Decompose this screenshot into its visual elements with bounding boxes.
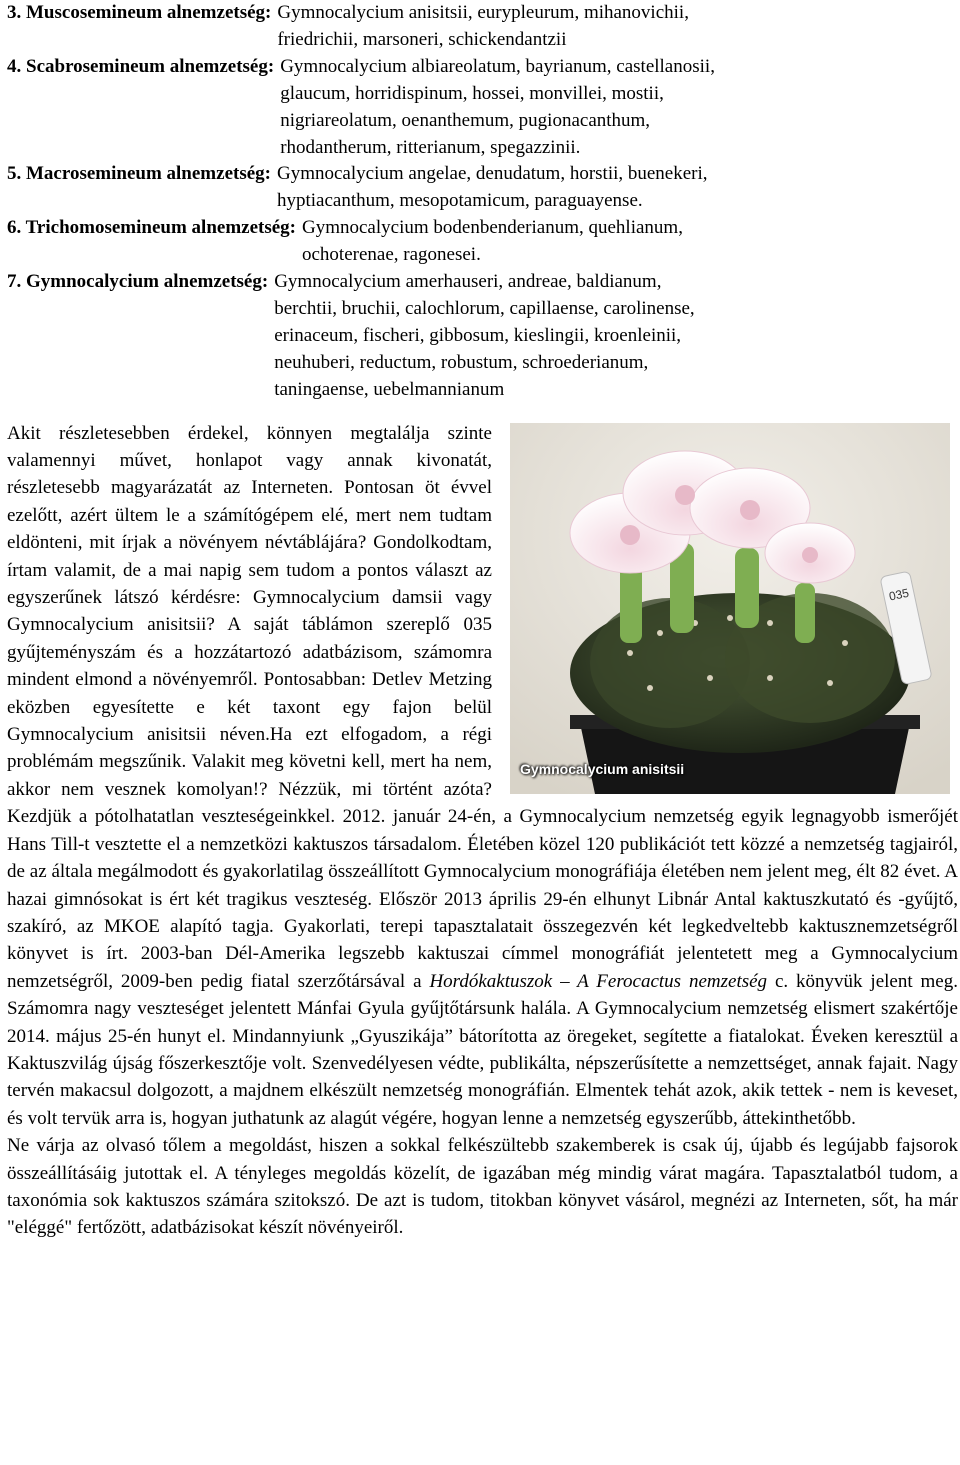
species-line: neuhuberi, reductum, robustum, schroederianum, — [274, 351, 649, 373]
species-line: nigriareolatum, oenanthemum, pugionacanthum, — [280, 109, 651, 131]
species-line: friedrichii, marsoneri, schickendantzii — [277, 28, 567, 50]
species-list — [274, 269, 958, 404]
species-line: Gymnocalycium bodenbenderianum, quehlianum, — [302, 217, 683, 239]
subgenus-entry — [7, 0, 958, 54]
species-line: berchtii, bruchii, calochlorum, capillaense, carolinense, — [274, 297, 695, 319]
species-line: Gymnocalycium albiareolatum, bayrianum, castellanosii, — [280, 55, 715, 77]
species-line: taningaense, uebelmannianum — [274, 378, 505, 400]
species-line: rhodantherum, ritterianum, spegazzinii. — [280, 136, 581, 158]
cactus-illustration — [510, 423, 950, 794]
species-list — [302, 215, 958, 269]
subgenus-heading: 6. Trichomosemineum alnemzetség: — [7, 217, 296, 239]
species-line: Gymnocalycium angelae, denudatum, horstii, buenekeri, — [277, 163, 708, 185]
photo-caption: Gymnocalycium anisitsii — [520, 761, 685, 778]
species-line: Gymnocalycium anisitsii, eurypleurum, mihanovichii, — [277, 2, 689, 23]
species-line: Gymnocalycium amerhauseri, andreae, baldianum, — [274, 271, 662, 293]
subgenus-heading: 5. Macrosemineum alnemzetség: — [7, 163, 271, 185]
species-line: glaucum, horridispinum, hossei, monvillei, mostii, — [280, 82, 664, 104]
book-title: Hordókaktuszok – A Ferocactus nemzetség — [429, 970, 768, 992]
tag-number: 035 — [887, 585, 911, 604]
species-line: ochoterenae, ragonesei. — [302, 244, 481, 266]
species-line: hyptiacanthum, mesopotamicum, paraguayense. — [277, 190, 643, 212]
subgenus-list — [7, 0, 958, 404]
paragraph-text: c. könyvük jelent meg. Számomra nagy veszteséget jelentett Mánfai Gyula gyűjtőtársunk halála. A Gymnocalycium nemzetség elismert szakértője 2014. május 25-én hunyt el. Mindannyiunk „Gyuszikája” bátorította az öregeket, segítette a fiatalokat. Éveken keresztül a Kaktuszvilág újság főszerkesztője volt. Szenvedélyesen védte, publikálta, népszerűsítette a nemzettséget, annak fajait. Nagy tervén makacsul dolgozott, a majdnem elkészült nemzetség monográfián. Elmentek tehát azok, akik tettek - nem is keveset, és volt tervük arra is, hogyan juthatunk az alagút végére, hogyan lenne a nemzetség egyszerűbb, áttekinthetőbb. — [7, 970, 958, 1129]
paragraph-text: Akit részletesebben érdekel, könnyen megtalálja szinte valamennyi művet, honlapot vagy annak kivonatát, részletesebb magyarázatát az Interneten. Pontosan öt évvel ezelőtt, azért ültem le a számítógépem elé, mert nem tudtam eldönteni, mit írjak a növényem névtáblájára? Gondolkodtam, írtam valamit, de a mai napig sem tudom a pontos választ az egyszerűnek látszó kérdésre: Gymnocalycium damsii vagy Gymnocalycium anisitsii? A saját táblámon szereplő 035 gyűjteményszám és a hozzátartozó adatbázisom, számomra mindent elmond a növényemről. Pontosabban: Detlev Metzing eközben egyesítette e két taxont egy fajon belül Gymnocalycium anisitsii néven.Ha ezt elfogadom, a régi problémám megszűnik. Valakit meg követni kell, mert ha nem, akkor nem vesznek komolyan!? Nézzük, mi történt azóta? Kezdjük a pótolhatatlan veszteségeinkkel. 2012. január 24-én, a Gymnocalycium nemzetség egyik legnagyobb ismerőjét Hans Till-t vesztette el a nemzetközi kaktuszos társadalom. Életében közel 120 publikációt tett közzé a nemzetség tagjairól, de az általa megálmodott és gyakorlatilag összeállított Gymnocalycium monográfiája életében nem jelent meg, élt 82 évet. A hazai gimnósokat is ért két tragikus veszteség. Először 2013 április 29-én elhunyt Libnár Antal kaktuszkutató és -gyűjtő, szakíró, az MKOE alapító tagja. Gyakorlati, terepi tapasztalatait összegezvén két legkedveltebb kaktusznemzetségről könyvet is írt. 2003-ban Dél-Amerika legszebb kaktuszai címmel monográfiát jelentetett meg a Gymnocalycium nemzetségről, 2009-ben pedig fiatal szerzőtársával a — [7, 422, 958, 992]
subgenus-entry — [7, 54, 958, 162]
subgenus-entry — [7, 269, 958, 404]
subgenus-heading: 7. Gymnocalycium alnemzetség: — [7, 271, 269, 293]
species-list — [277, 161, 958, 215]
species-list — [277, 0, 958, 54]
document-page — [7, 0, 958, 1242]
subgenus-heading: 4. Scabrosemineum alnemzetség: — [7, 55, 275, 77]
species-list — [280, 54, 958, 162]
article-body — [7, 420, 958, 1242]
cactus-photo — [510, 423, 950, 794]
subgenus-entry — [7, 215, 958, 269]
species-line: erinaceum, fischeri, gibbosum, kieslingii, kroenleinii, — [274, 324, 682, 346]
subgenus-heading: 3. Muscosemineum alnemzetség: — [7, 2, 272, 23]
paragraph: Ne várja az olvasó tőlem a megoldást, hiszen a sokkal felkészültebb szakemberek is csak új, újabb és legújabb fajsorok összeállításáig jutottak el. A tényleges megoldás közelít, de igazában még mindig várat magára. Tapasztalatból tudom, a taxonómia sok kaktuszos számára szitokszó. De azt is tudom, titokban könyvet vásárol, megnézi az Interneten, sőt, ha már "eléggé" fertőzött, adatbázisokat készít növényeiről. — [7, 1135, 958, 1239]
subgenus-entry — [7, 161, 958, 215]
